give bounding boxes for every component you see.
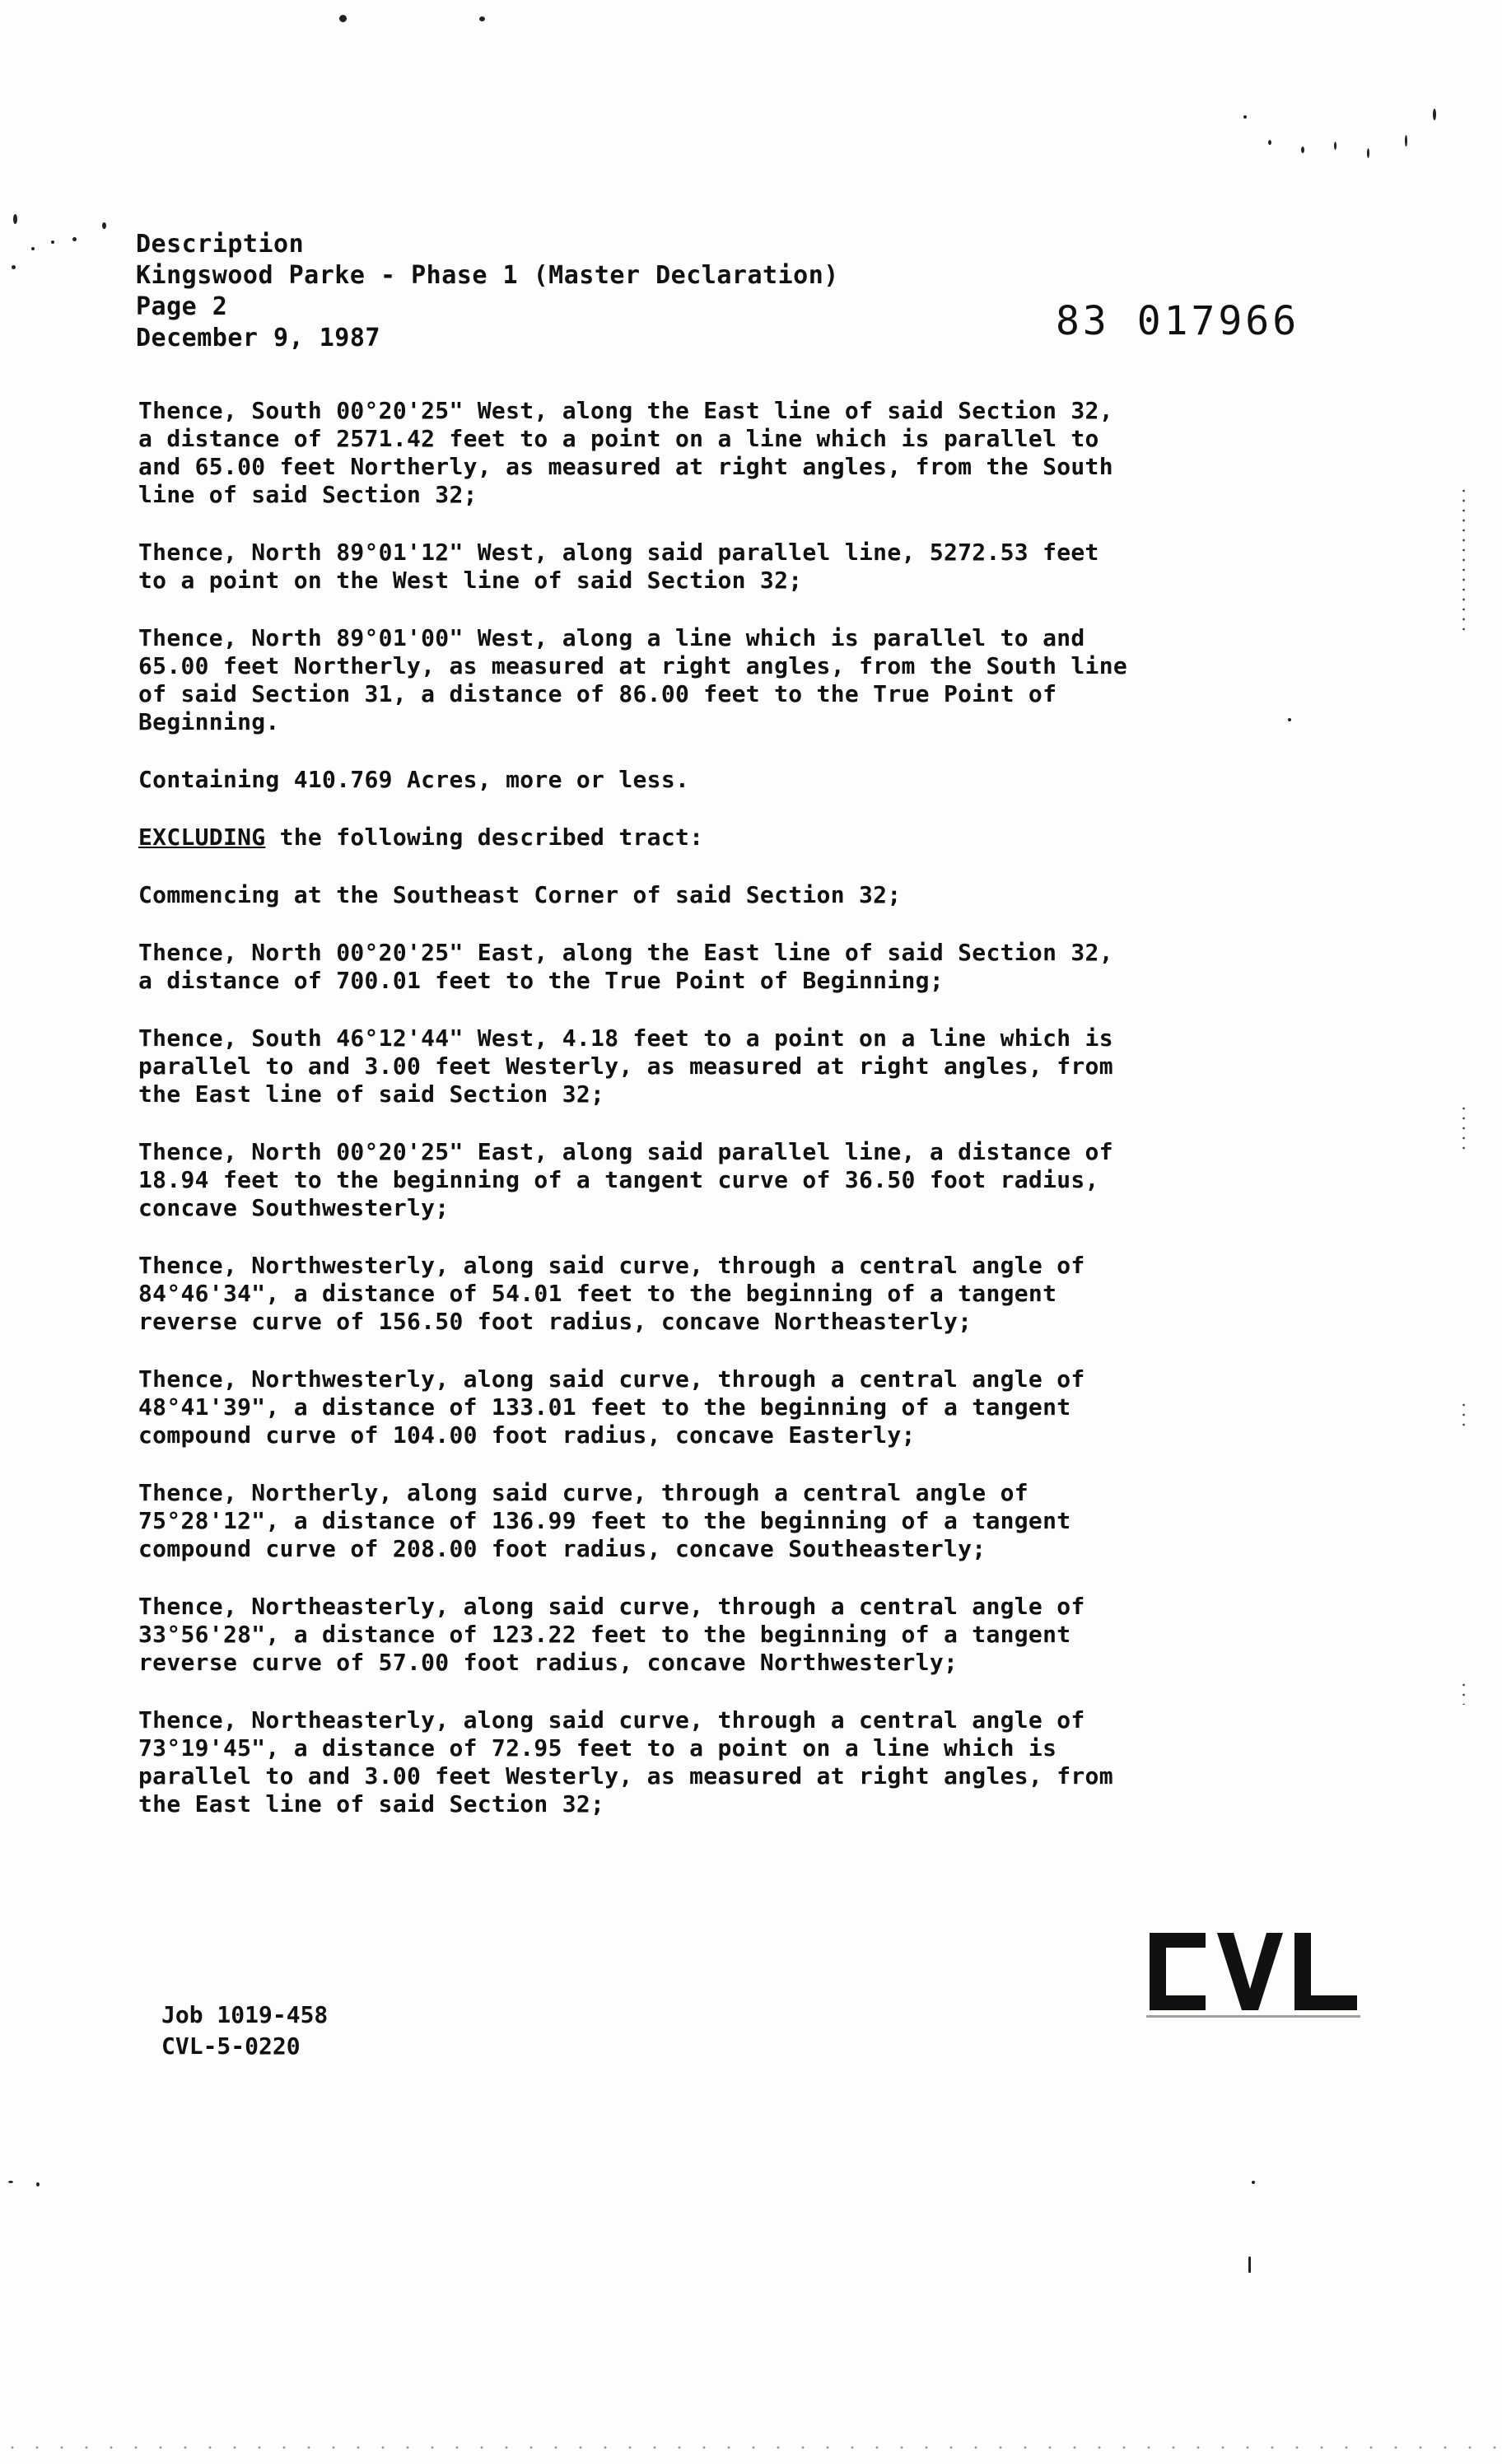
paragraph-8: Thence, South 46°12'44" West, 4.18 feet to a point on a line which is parallel to and 3.00 feet Westerly, as measured at right angles, from the East line of said Section 32;: [138, 1024, 1113, 1108]
cvl-code: CVL-5-0220: [161, 2032, 301, 2060]
paragraph-11: Thence, Northwesterly, along said curve, through a central angle of 48°41'39", a distance of 133.01 feet to the beginning of a tangent compound curve of 104.00 foot radius, concave Easterly;: [138, 1365, 1085, 1449]
scan-edge-dots: [1462, 1680, 1465, 1705]
document-footer: [161, 2000, 328, 2062]
scan-speck: [479, 16, 485, 21]
scan-speck: [1252, 2181, 1255, 2184]
scan-speck: [1301, 147, 1304, 153]
header-page: Page 2: [136, 292, 228, 321]
scan-speck: [1367, 148, 1369, 158]
scan-speck: [1248, 2256, 1251, 2273]
legal-description-body: [138, 397, 1151, 1848]
job-number: Job 1019-458: [161, 2001, 329, 2028]
scan-speck: [1334, 142, 1336, 150]
scan-speck: [102, 222, 106, 229]
scan-speck: [339, 15, 347, 22]
paragraph-13: Thence, Northeasterly, along said curve, through a central angle of 33°56'28", a distance of 123.22 feet to the beginning of a tangent reverse curve of 57.00 foot radius, concave Northwesterly;: [138, 1593, 1085, 1676]
scan-speck: [1268, 140, 1271, 145]
scan-edge-dots: [1462, 1400, 1465, 1433]
scan-speck: [1288, 718, 1291, 721]
document-number: 83 017966: [1056, 298, 1300, 344]
scan-edge-dots: [1462, 1104, 1465, 1153]
scan-speck: [31, 247, 35, 250]
scan-bottom-dots: [0, 2444, 1502, 2451]
scan-speck: [1433, 109, 1436, 120]
paragraph-6: Commencing at the Southeast Corner of said Section 32;: [138, 881, 902, 908]
scan-speck: [1243, 115, 1247, 119]
paragraph-7: Thence, North 00°20'25" East, along the East line of said Section 32, a distance of 700.01 feet to the True Point of Beginning;: [138, 939, 1113, 994]
excluding-rest: the following described tract:: [265, 824, 704, 851]
paragraph-14: Thence, Northeasterly, along said curve, through a central angle of 73°19'45", a distance of 72.95 feet to a point on a line which is parallel to and 3.00 feet Westerly, as measured at right angles, from the East line of said Section 32;: [138, 1706, 1113, 1818]
scan-speck: [72, 237, 77, 241]
paragraph-4: Containing 410.769 Acres, more or less.: [138, 766, 690, 793]
scan-speck: [8, 2181, 13, 2183]
paragraph-5: [138, 824, 1151, 852]
paragraph-1: Thence, South 00°20'25" West, along the East line of said Section 32, a distance of 2571.42 feet to a point on a line which is parallel to and 65.00 feet Northerly, as measured at right angles, from the South line of said Section 32;: [138, 397, 1113, 508]
scan-speck: [1405, 135, 1407, 147]
scan-speck: [51, 240, 54, 244]
scan-speck: [36, 2182, 40, 2186]
header-date: December 9, 1987: [136, 324, 380, 352]
excluding-label: EXCLUDING: [138, 824, 266, 851]
cvl-logo: [1141, 1923, 1365, 2022]
paragraph-10: Thence, Northwesterly, along said curve, through a central angle of 84°46'34", a distance of 54.01 feet to the beginning of a tangent reverse curve of 156.50 foot radius, concave Northeasterly;: [138, 1252, 1085, 1335]
paragraph-12: Thence, Northerly, along said curve, through a central angle of 75°28'12", a distance of 136.99 feet to the beginning of a tangent compound curve of 208.00 foot radius, concave Southeasterly;: [138, 1479, 1071, 1562]
scan-edge-dots: [1462, 486, 1465, 634]
header-title: Kingswood Parke - Phase 1 (Master Declaration): [136, 261, 839, 290]
paragraph-9: Thence, North 00°20'25" East, along said parallel line, a distance of 18.94 feet to the beginning of a tangent curve of 36.50 foot radius, concave Southwesterly;: [138, 1138, 1113, 1221]
header-description: Description: [136, 230, 305, 259]
scan-speck: [13, 214, 17, 224]
document-header: [136, 229, 839, 354]
paragraph-3: Thence, North 89°01'00" West, along a line which is parallel to and 65.00 feet Northerly, as measured at right angles, from the South line of said Section 31, a distance of 86.00 feet to the True Point of Beginning.: [138, 624, 1128, 735]
scan-speck: [12, 265, 16, 269]
paragraph-2: Thence, North 89°01'12" West, along said parallel line, 5272.53 feet to a point on the West line of said Section 32;: [138, 539, 1099, 594]
